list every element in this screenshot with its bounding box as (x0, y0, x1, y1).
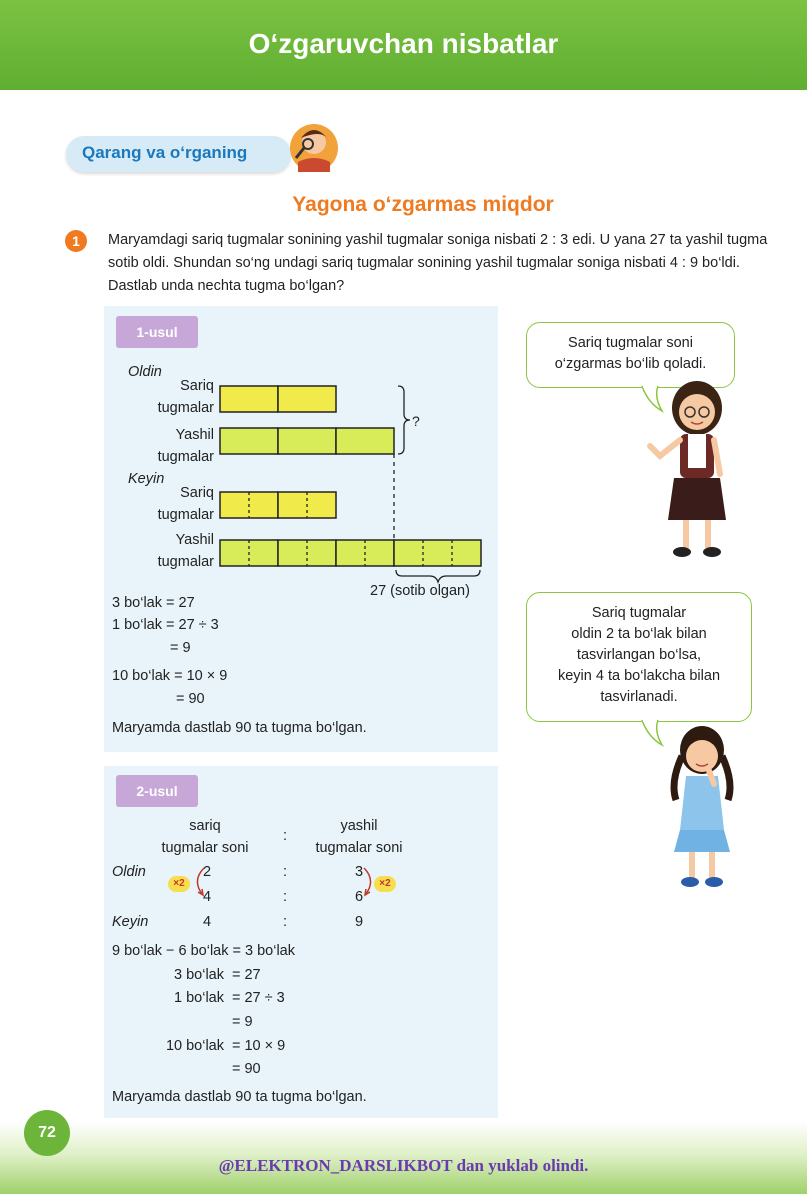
bought-brace (396, 570, 480, 582)
bar-yellow-after (220, 492, 336, 518)
bubble2-line5: tasvirlanadi. (600, 689, 678, 705)
m2-step-1-right: = 27 (232, 967, 261, 983)
before-colon-2: : (283, 889, 288, 905)
bought-label: 27 (sotib olgan) (370, 583, 470, 599)
bar-green-before (220, 428, 394, 454)
yellow-after-label-line2: tugmalar (157, 507, 214, 523)
multiplier-badge-right: ×2 (374, 876, 396, 892)
m1-step-5: = 90 (176, 691, 205, 707)
col1-header-line1: sariq (189, 818, 221, 834)
m1-step-3: = 9 (170, 640, 191, 656)
header-colon: : (283, 828, 288, 844)
m2-answer: Maryamda dastlab 90 ta tugma bo‘lgan. (112, 1089, 367, 1105)
before-colon: : (283, 864, 288, 880)
problem-text: Maryamdagi sariq tugmalar sonining yashil tugmalar soniga nisbati 2 : 3 edi. U yana 27 ta yashil tugma sotib oldi. Shundan so‘ng undagi sariq tugmalar sonining yashil tugmalar soniga nisbati 4 : 9 bo‘ldi. Dastlab unda nechta tugma bo‘lgan? (108, 232, 768, 294)
bubble2-line4: keyin 4 ta bo‘lakcha bilan (557, 668, 721, 684)
m2-step-1-left: 3 bo‘lak (174, 967, 224, 983)
problem-number-badge: 1 (65, 230, 87, 252)
m2-step-4-right: = 10 × 9 (232, 1038, 286, 1054)
subtitle: Yagona o‘zgarmas miqdor (292, 193, 554, 216)
bubble2-line3: tasvirlangan bo‘lsa, (576, 647, 702, 663)
m2-step-2-left: 1 bo‘lak (174, 990, 224, 1006)
yellow-label-line1: Sariq (180, 378, 214, 394)
m2-step-5-right: = 90 (232, 1061, 261, 1077)
girl-thinking-illustration (660, 720, 740, 892)
m2-step-4-left: 10 bo‘lak (165, 1038, 224, 1054)
before-green-value: 3 (355, 864, 364, 880)
after-yellow-value: 4 (203, 914, 212, 930)
m2-before-label: Oldin (112, 864, 146, 880)
section-label: Qarang va o‘rganing (82, 143, 248, 162)
before-yellow-value: 2 (203, 864, 212, 880)
col1-header-line2: tugmalar soni (161, 840, 249, 856)
method1-after-label: Keyin (128, 471, 165, 487)
m1-step-1: 3 bo‘lak = 27 (112, 595, 195, 611)
green-label-line2: tugmalar (157, 449, 214, 465)
m2-step-3-right: = 9 (232, 1014, 253, 1030)
total-brace (398, 386, 410, 454)
yellow-after-label-line1: Sariq (180, 485, 214, 501)
page-title: O‘zgaruvchan nisbatlar (248, 28, 559, 59)
after-colon: : (283, 914, 288, 930)
multiplier-badge-left: ×2 (168, 876, 190, 892)
page-number: 72 (24, 1110, 70, 1156)
after-green-value: 9 (355, 914, 364, 930)
m2-after-label: Keyin (112, 914, 149, 930)
method1-before-label: Oldin (128, 364, 162, 380)
bubble1-line1: Sariq tugmalar soni (568, 335, 693, 351)
method1-tab: 1-usul (116, 316, 198, 348)
before-green-doubled: 6 (355, 889, 364, 905)
green-label-line1: Yashil (175, 427, 214, 443)
m2-diff: 9 bo‘lak − 6 bo‘lak = 3 bo‘lak (112, 943, 295, 959)
green-after-label-line2: tugmalar (157, 554, 214, 570)
yellow-label-line2: tugmalar (157, 400, 214, 416)
bar-yellow-before (220, 386, 336, 412)
question-mark: ? (412, 413, 420, 429)
bar-green-after (220, 540, 481, 566)
col2-header-line2: tugmalar soni (315, 840, 403, 856)
bubble2-line1: Sariq tugmalar (591, 605, 687, 621)
method2-tab: 2-usul (116, 775, 198, 807)
m1-answer: Maryamda dastlab 90 ta tugma bo‘lgan. (112, 720, 367, 736)
green-after-label-line1: Yashil (175, 532, 214, 548)
bubble2-line2: oldin 2 ta bo‘lak bilan (571, 626, 707, 642)
m2-step-2-right: = 27 ÷ 3 (232, 990, 285, 1006)
bubble1-line2: o‘zgarmas bo‘lib qoladi. (554, 356, 707, 372)
m1-step-4: 10 bo‘lak = 10 × 9 (112, 668, 228, 684)
girl-glasses-illustration (622, 378, 732, 566)
m1-step-2: 1 bo‘lak = 27 ÷ 3 (112, 617, 219, 633)
before-yellow-doubled: 4 (203, 889, 212, 905)
speech-bubble-2 (526, 592, 752, 722)
download-watermark: @ELEKTRON_DARSLIKBOT dan yuklab olindi. (218, 1156, 589, 1175)
col2-header-line1: yashil (340, 818, 378, 834)
